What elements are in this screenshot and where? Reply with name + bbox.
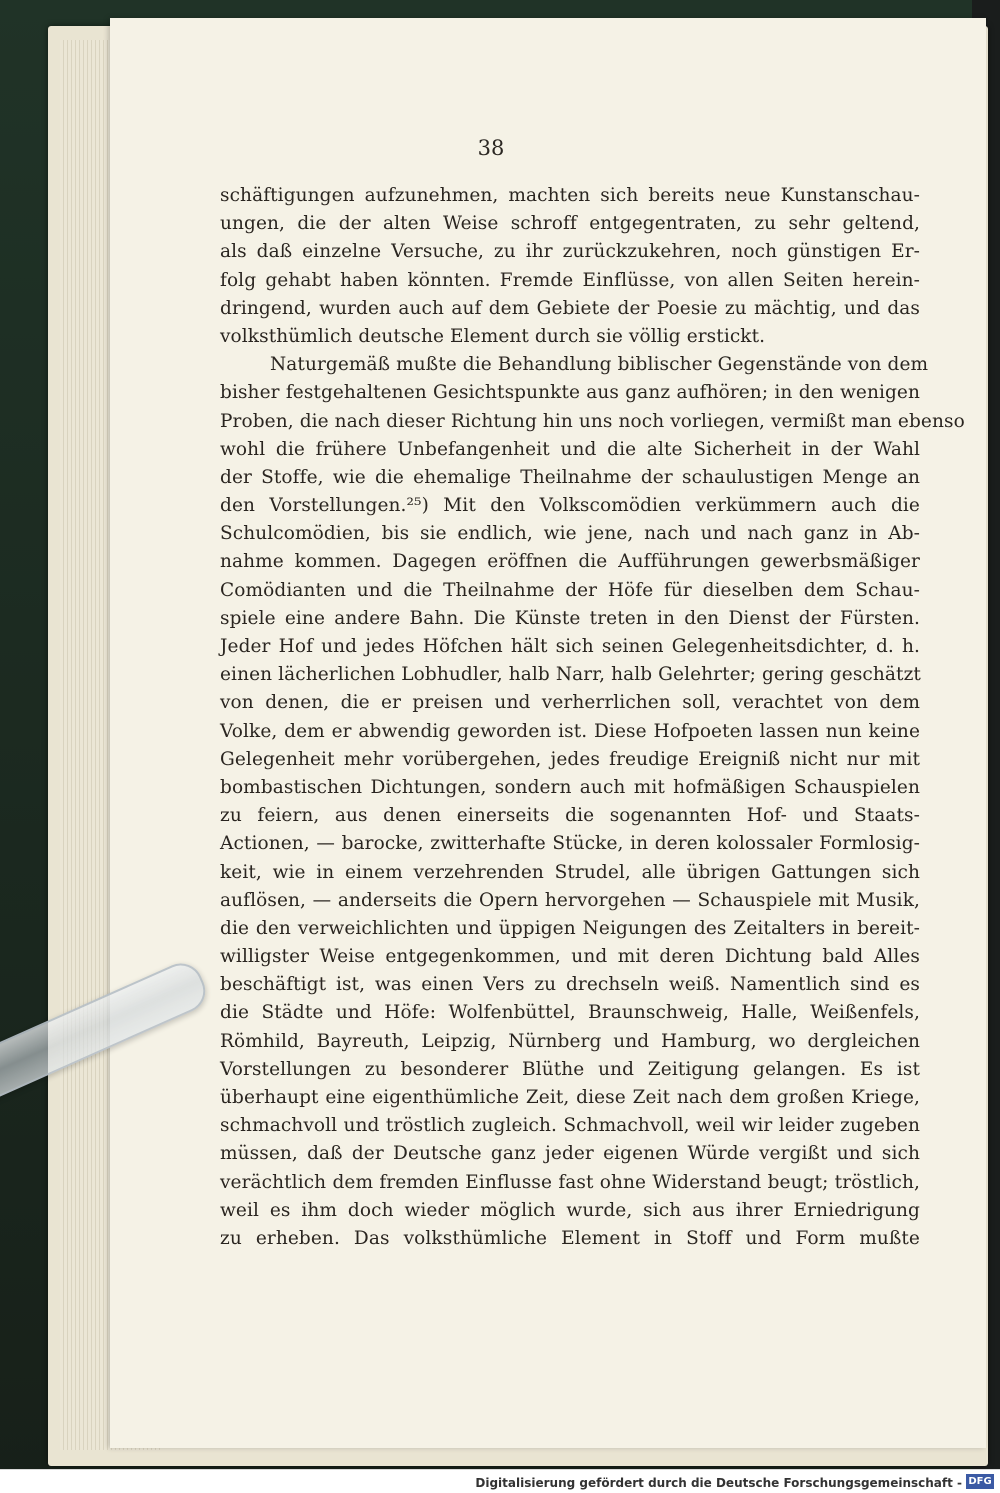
text-line: als daß einzelne Versuche, zu ihr zurückzukehren, noch günstigen Er- [220, 241, 920, 263]
text-line: willigster Weise entgegenkommen, und mit deren Dichtung bald Alles [220, 946, 920, 968]
text-line: verächtlich dem fremden Einflusse fast ohne Widerstand beugt; tröstlich, [220, 1171, 920, 1193]
text-line: die Städte und Höfe: Wolfenbüttel, Braunschweig, Halle, Weißenfels, [220, 1002, 920, 1024]
funding-credit: Digitalisierung gefördert durch die Deutsche Forschungsgemeinschaft - [475, 1476, 962, 1490]
text-line: auflösen, — anderseits die Opern hervorgehen — Schauspiele mit Musik, [220, 889, 920, 911]
text-line: Jeder Hof und jedes Höfchen hält sich seinen Gelegenheitsdichter, d. h. [220, 636, 920, 657]
text-line: überhaupt eine eigenthümliche Zeit, diese Zeit nach dem großen Kriege, [220, 1087, 920, 1108]
text-line: Comödianten und die Theilnahme der Höfe für dieselben dem Schau- [220, 579, 920, 601]
page-number: 38 [477, 136, 505, 160]
text-line: nahme kommen. Dagegen eröffnen die Aufführungen gewerbsmäßiger [220, 551, 920, 573]
text-line: schäftigungen aufzunehmen, machten sich bereits neue Kunstanschau- [220, 185, 920, 206]
text-line: zu erheben. Das volksthümliche Element in Stoff und Form mußte [220, 1227, 920, 1249]
text-line: Volke, dem er abwendig geworden ist. Diese Hofpoeten lassen nun keine [220, 720, 920, 742]
text-line: einen lächerlichen Lobhudler, halb Narr, halb Gelehrter; gering geschätzt [220, 664, 921, 686]
text-line: Schulcomödien, bis sie endlich, wie jene, nach und nach ganz in Ab- [220, 523, 920, 545]
digitization-footer [0, 1469, 1000, 1493]
text-line: ungen, die der alten Weise schroff entgegentraten, zu sehr geltend, [220, 213, 920, 235]
body-text [220, 182, 965, 1253]
text-line: müssen, daß der Deutsche ganz jeder eigenen Würde vergißt und sich [220, 1143, 920, 1165]
text-line: weil es ihm doch wieder möglich wurde, sich aus ihrer Erniedrigung [220, 1199, 920, 1221]
text-line: Naturgemäß mußte die Behandlung biblischer Gegenstände von dem [270, 354, 929, 376]
text-line: wohl die frühere Unbefangenheit und die alte Sicherheit in der Wahl [220, 438, 920, 460]
text-line: dringend, wurden auch auf dem Gebiete der Poesie zu mächtig, und das [220, 297, 920, 319]
text-line: schmachvoll und tröstlich zugleich. Schmachvoll, weil wir leider zugeben [220, 1115, 920, 1137]
text-line: Vorstellungen zu besonderer Blüthe und Zeitigung gelangen. Es ist [220, 1058, 920, 1080]
text-line: bombastischen Dichtungen, sondern auch mit hofmäßigen Schauspielen [220, 776, 920, 798]
text-line: keit, wie in einem verzehrenden Strudel, alle übrigen Gattungen sich [220, 861, 920, 883]
text-line: volksthümlich deutsche Element durch sie völlig erstickt. [220, 325, 766, 347]
text-line: bisher festgehaltenen Gesichtspunkte aus ganz aufhören; in den wenigen [220, 382, 920, 404]
text-line: Proben, die nach dieser Richtung hin uns noch vorliegen, vermißt man ebenso [220, 410, 965, 432]
text-line: der Stoffe, wie die ehemalige Theilnahme der schaulustigen Menge an [220, 466, 920, 488]
dfg-logo: DFG [966, 1474, 994, 1489]
text-line: folg gehabt haben könnten. Fremde Einflüsse, von allen Seiten herein- [220, 269, 920, 291]
text-line: Römhild, Bayreuth, Leipzig, Nürnberg und Hamburg, wo dergleichen [220, 1030, 920, 1052]
text-line: von denen, die er preisen und verherrlichen soll, verachtet von dem [220, 692, 920, 714]
text-line: Actionen, — barocke, zwitterhafte Stücke, in deren kolossaler Formlosig- [220, 833, 920, 855]
text-line: zu feiern, aus denen einerseits die sogenannten Hof- und Staats- [220, 805, 920, 827]
text-line: Gelegenheit mehr vorübergehen, jedes freudige Ereigniß nicht nur mit [220, 748, 920, 770]
text-line: die den verweichlichten und üppigen Neigungen des Zeitalters in bereit- [220, 917, 920, 939]
text-line: beschäftigt ist, was einen Vers zu drechseln weiß. Namentlich sind es [220, 974, 920, 996]
text-line: den Vorstellungen.²⁵) Mit den Volkscomödien verkümmern auch die [220, 495, 920, 517]
text-line: spiele eine andere Bahn. Die Künste treten in den Dienst der Fürsten. [220, 607, 920, 629]
